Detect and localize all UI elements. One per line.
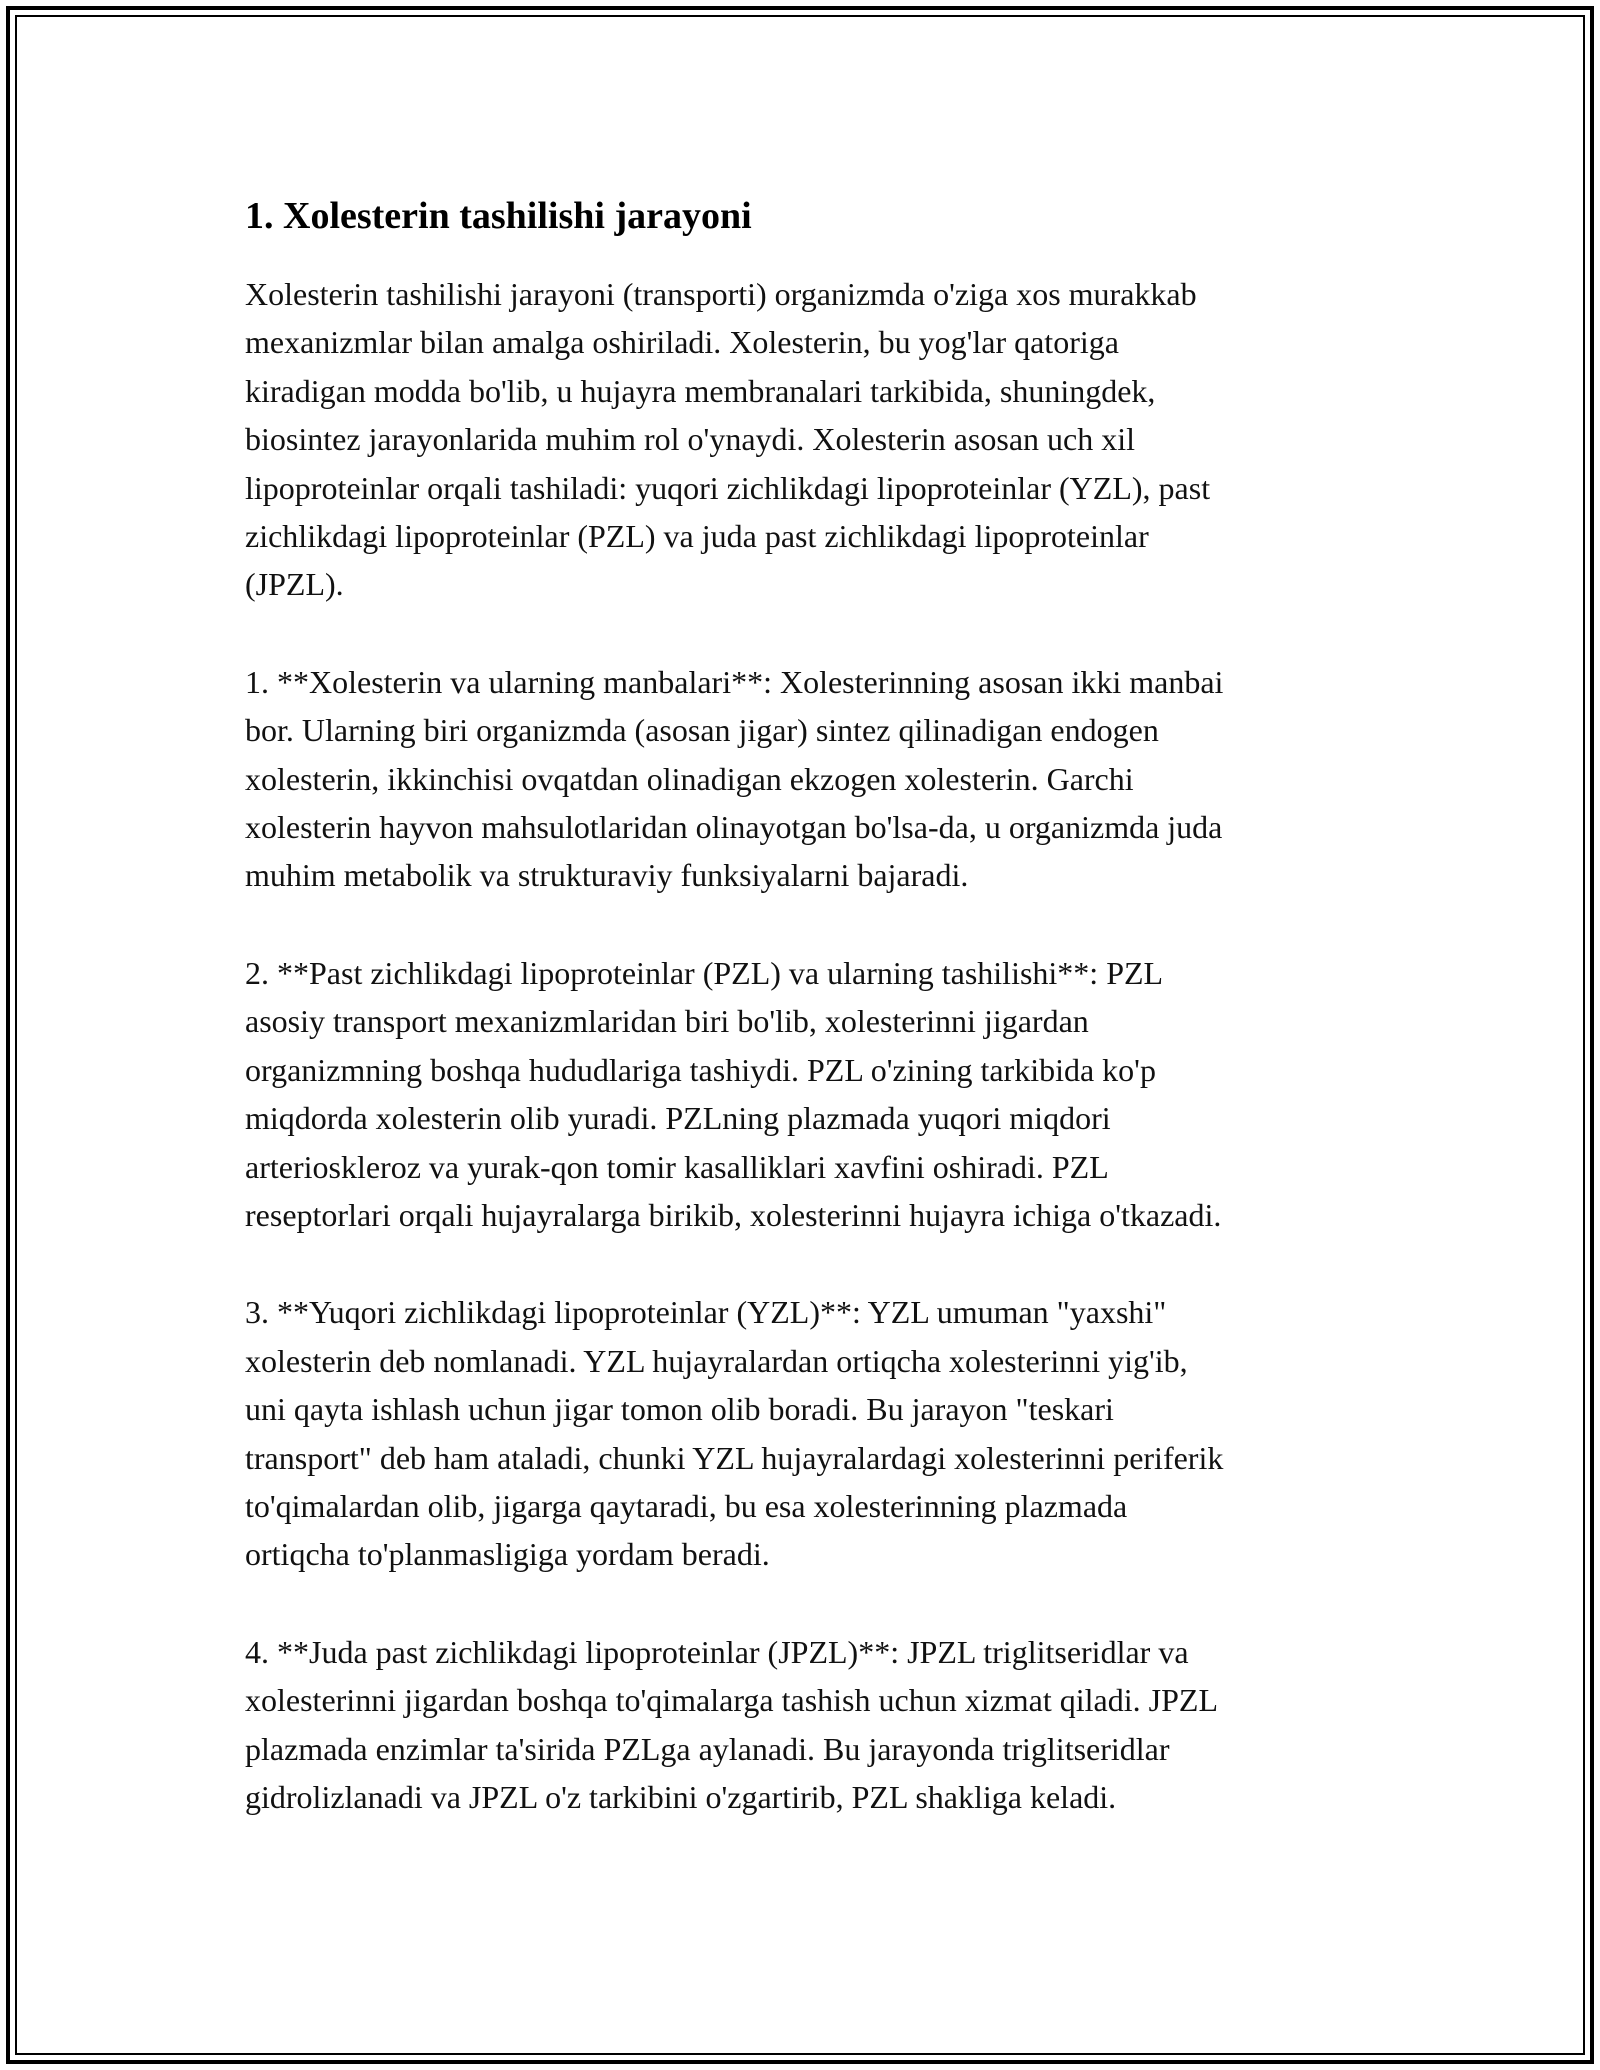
document-content <box>245 192 1375 1870</box>
document-page <box>6 6 1594 2064</box>
paragraph-pzl: 2. **Past zichlikdagi lipoproteinlar (PZL) va ularning tashilishi**: PZL asosiy transport mexanizmlaridan biri bo'lib, xolesterinni jigardan organizmning boshqa hududlariga tashiydi. PZL o'zining tarkibida ko'p miqdorda xolesterin olib yuradi. PZLning plazmada yuqori miqdori arterioskleroz va yurak-qon tomir kasalliklari xavfini oshiradi. PZL reseptorlari orqali hujayralarga birikib, xolesterinni hujayra ichiga o'tkazadi. <box>245 954 1222 1233</box>
document-title: 1. Xolesterin tashilishi jarayoni <box>245 195 752 237</box>
paragraph-jpzl: 4. **Juda past zichlikdagi lipoproteinlar (JPZL)**: JPZL triglitseridlar va xolesterinni jigardan boshqa to'qimalarga tashish uchun xizmat qiladi. JPZL plazmada enzimlar ta'sirida PZLga aylanadi. Bu jarayonda triglitseridlar gidrolizlanadi va JPZL o'z tarkibini o'zgartirib, PZL shakliga keladi. <box>245 1633 1218 1815</box>
intro-paragraph: Xolesterin tashilishi jarayoni (transporti) organizmda o'ziga xos murakkab mexanizmlar bilan amalga oshiriladi. Xolesterin, bu yog'lar qatoriga kiradigan modda bo'lib, u hujayra membranalari tarkibida, shuningdek, biosintez jarayonlarida muhim rol o'ynaydi. Xolesterin asosan uch xil lipoproteinlar orqali tashiladi: yuqori zichlikdagi lipoproteinlar (YZL), past zichlikdagi lipoproteinlar (PZL) va juda past zichlikdagi lipoproteinlar (JPZL). <box>245 276 1211 603</box>
paragraph-yzl: 3. **Yuqori zichlikdagi lipoproteinlar (YZL)**: YZL umuman "yaxshi" xolesterin deb nomlanadi. YZL hujayralardan ortiqcha xolesterinni yig'ib, uni qayta ishlash uchun jigar tomon olib boradi. Bu jarayon "teskari transport" deb ham ataladi, chunki YZL hujayralardagi xolesterinni periferik to'qimalardan olib, jigarga qaytaradi, bu esa xolesterinning plazmada ortiqcha to'planmasligiga yordam beradi. <box>245 1294 1224 1573</box>
paragraph-sources: 1. **Xolesterin va ularning manbalari**: Xolesterinning asosan ikki manbai bor. Ularning biri organizmda (asosan jigar) sintez qilinadigan endogen xolesterin, ikkinchisi ovqatdan olinadigan ekzogen xolesterin. Garchi xolesterin hayvon mahsulotlaridan olinayotgan bo'lsa-da, u organizmda juda muhim metabolik va strukturaviy funksiyalarni bajaradi. <box>245 663 1224 894</box>
